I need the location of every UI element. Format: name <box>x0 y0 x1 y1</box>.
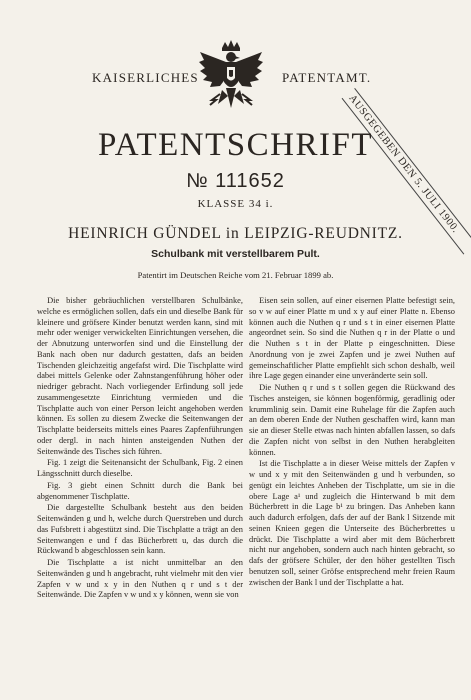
invention-subject: Schulbank mit verstellbarem Pult. <box>151 248 320 260</box>
office-name-left: KAISERLICHES <box>92 70 199 85</box>
body-paragraph: Die Tischplatte a ist nicht unmittelbar an den Seitenwänden g und h angebracht, ruht vielmehr mit den vier Zapfen v w und x y in den Nuthen q r und s t der Seitenwände. Die Zapfen v w und x y können, wenn sie von <box>37 558 243 600</box>
document-title: PATENTSCHRIFT <box>97 127 373 163</box>
body-paragraph: Eisen sein sollen, auf einer eisernen Platte befestigt sein, so v w auf einer Platte m und x y auf einer Platte n. Ebenso können auch die Nuthen q r und s t in einer eisernen Platte angeordnet sein. So sind die Nuthen q r in der Platte o und die Nuthen s t in der Platte p eingeschnitten. Diese Anordnung von je zwei Zapfen und je zwei Nuthen auf gemeinschaftlicher Platte empfiehlt sich schon deshalb, weil ihre Lage gegen einander eine unveränderte sein soll. <box>249 296 455 381</box>
body-paragraph: Die bisher gebräuchlichen verstellbaren Schulbänke, welche es ermöglichen sollen, dafs ein und dieselbe Bank für kleinere und gröfsere Kinder benutzt werden kann, sind mit mehr oder weniger verwickelten Einrichtungen versehen, die der Abnutzung unterworfen sind und die Einstellung der Bank nach oben nur dadurch gestatten, dafs an beiden Tischenden gleichzeitig angefafst wird. Die Tischplatte wird dabei mittels Gelenke oder Zahnstangenführung höher oder niedriger gebracht. Nach vorliegender Erfindung soll jede zusammengesetzte Einrichtung vermieden und die Tischplatte auch von einer Person leicht angehoben werden können. Es sollen zu diesem Zwecke die Seitenwangen der Tischplatte beiderseits mittels eines Paares Zapfenführungen oder dergl. in nach hinten ansteigenden Nuthen der Seitenwände des Tisches sich führen. <box>37 296 243 456</box>
patent-number: № 111652 <box>186 170 285 192</box>
body-paragraph: Fig. 1 zeigt die Seitenansicht der Schulbank, Fig. 2 einen Längsschnitt durch dieselbe. <box>37 458 243 478</box>
body-paragraph: Ist die Tischplatte a in dieser Weise mittels der Zapfen v w und x y mit den Seitenwänden g und h verbunden, so genügt ein leichtes Anheben der Tischplatte, um sie in die obere Lage a¹ und zugleich die Hinterwand b mit dem Bücherbrett in die Lage b¹ zu bringen. Das Anheben kann auch dadurch erfolgen, dafs der auf der Bank l Sitzende mit seinen Knieen gegen die Unterseite des Bücherbrettes u drückt. Die Tischplatte a wird aber mit dem Bücherbrett nicht nur angehoben, sondern auch nach hinten gebracht, so dafs der gröfsere Schüler, der den höher gestellten Tisch benutzen soll, seiner Gröfse entsprechend mehr freien Raum zwischen der Bank l und der Tischplatte a hat. <box>249 459 455 587</box>
body-paragraph: Die dargestellte Schulbank besteht aus den beiden Seitenwänden g und h, welche durch Querstreben und durch das Fufsbrett i abgestützt sind. Die Tischplatte a trägt an den Seitenwangen e und f das Bücherbrett u, das durch die Rückwand b abgeschlossen sein kann. <box>37 503 243 556</box>
body-column-left <box>37 296 243 601</box>
office-name-right: PATENTAMT. <box>282 70 372 85</box>
inventor-line: HEINRICH GÜNDEL in LEIPZIG-REUDNITZ. <box>68 225 403 242</box>
body-paragraph: Fig. 3 giebt einen Schnitt durch die Bank bei abgenommener Tischplatte. <box>37 480 243 501</box>
patent-class: KLASSE 34 i. <box>197 198 274 210</box>
issue-date-stamp: AUSGEGEBEN DEN 5. JULI 1900. <box>342 88 471 254</box>
body-paragraph: Die Nuthen q r und s t sollen gegen die Rückwand des Tisches ansteigen, sie können bogenförmig, geradlinig oder krummlinig sein. Damit eine Ruhelage für die Zapfen auch an dem oberen Ende der Nuthen geschaffen wird, kann man sie an dieser Stelle etwas nach hinten abfallen lassen, so dafs die Zapfen nicht von selbst in den Nuthen herabgleiten können. <box>249 383 455 457</box>
imperial-eagle-icon <box>198 38 264 120</box>
body-column-right <box>249 296 455 588</box>
patented-date-line: Patentirt im Deutschen Reiche vom 21. Februar 1899 ab. <box>137 270 334 280</box>
